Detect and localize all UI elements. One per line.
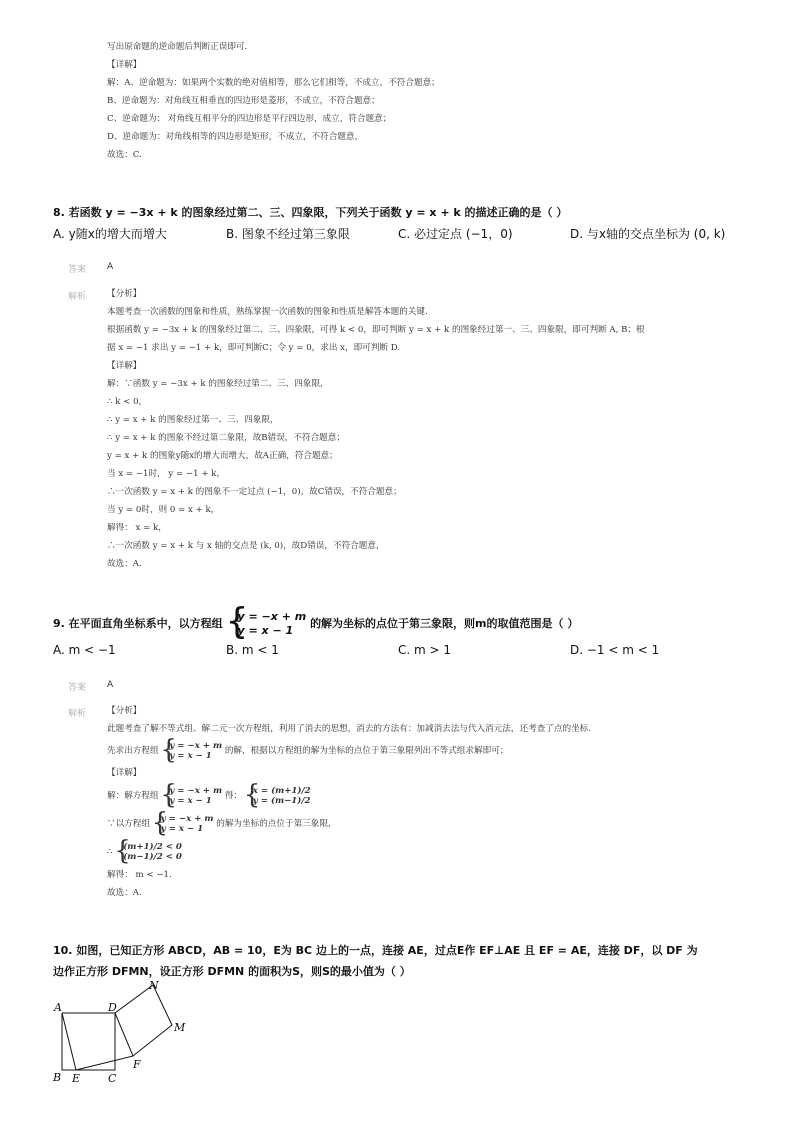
q9-option-a: A. m < −1 [53,643,116,657]
q9-analysis-line: 解得： m < −1. [107,870,172,880]
label-n: N [149,979,159,992]
q9-line6-eq2: y = x − 1 [160,823,204,834]
q9-analysis [107,702,591,902]
q9-line3-system [161,741,222,761]
q8-answer: A [107,262,114,272]
prev-solution-line: 【详解】 [107,60,142,70]
q9-line6-system [153,814,214,834]
q9-line6-post: 的解为坐标的点位于第三象限， [216,819,337,829]
q8-option-b: B. 图象不经过第三象限 [226,227,350,241]
q8-analysis-line: ∴一次函数 y = x + k 的图象不一定过点 (−1，0)，故C错误，不符合题意； [107,487,402,497]
q8-analysis-line: 故选：A. [107,559,142,569]
q9-analysis-line: 此题考查了解不等式组、解二元一次方程组，利用了消去的思想，消去的方法有：加减消去法与代入消元法，还考查了点的坐标. [107,724,591,734]
q9-line5-mid: 得： [224,791,243,801]
q8-analysis-line: ∴一次函数 y = x + k 与 x 轴的交点是 (k, 0)，故D错误，不符合题意， [107,541,385,551]
square-abcd [62,1013,115,1070]
q8-analysis-line: 当 y = 0时，则 0 = x + k， [107,505,220,515]
q9-analysis-line: 故选：A. [107,888,142,898]
prev-solution-line: 解：A、逆命题为：如果两个实数的绝对值相等，那么它们相等，不成立，不符合题意； [107,78,440,88]
q9-line3-pre: 先求出方程组 [107,746,159,756]
q9-line6-eq1: { y = −x + m [160,813,214,824]
q9-analysis-line [107,838,591,866]
label-c: C [108,1072,117,1085]
q8-answer-label: 答案 [68,265,87,275]
q9-analysis-line [107,738,591,764]
q8-analysis-line: ∴ k < 0， [107,397,148,407]
q9-option-c: C. m > 1 [398,643,452,657]
label-a: A [54,1001,62,1014]
q10-title-line2: 边作正方形 DFMN，设正方形 DFMN 的面积为S，则S的最小值为（ ） [53,965,411,978]
q9-inequality-1: { (m+1)/2 < 0 [123,841,182,852]
prev-solution-line: C、逆命题为： 对角线互相平分的四边形是平行四边形，成立，符合题意； [107,114,392,124]
q8-analysis [107,285,645,573]
q8-analysis-line: 解得： x = k， [107,523,167,533]
q8-option-c: C. 必过定点 (−1，0) [398,227,513,241]
q9-line5-pre: 解：解方程组 [107,791,159,801]
q9-inequality-system [115,842,182,862]
q9-line7-pre: ∴ [107,847,113,857]
q8-option-d: D. 与x轴的交点坐标为 (0, k) [570,227,726,241]
q9-inequality-2: (m−1)/2 < 0 [123,851,182,862]
q9-line5-eq1: { y = −x + m [169,785,223,796]
q9-line5-eq2: y = x − 1 [169,795,212,806]
q8-analysis-line: 【分析】 [107,289,142,299]
q8-analysis-line: y = x + k 的图象y随x的增大而增大，故A正确，符合题意； [107,451,338,461]
q9-title-post: 的解为坐标的点位于第三象限，则m的取值范围是（ ） [310,617,579,630]
q9-solution-x: { x = (m+1)/2 [252,785,311,796]
q9-solution-system [245,786,311,806]
q8-analysis-line: ∴ y = x + k 的图象不经过第二象限，故B错误，不符合题意； [107,433,345,443]
q9-analysis-line: 【分析】 [107,706,142,716]
q10-figure [50,978,200,1088]
q9-line3-eq1: { y = −x + m [169,740,223,751]
label-m: M [174,1021,186,1034]
q9-analysis-line [107,782,591,810]
prev-solution [107,38,440,164]
q8-option-a: A. y随x的增大而增大 [53,227,167,241]
q9-system [227,610,307,638]
q9-solution-y: y = (m−1)/2 [252,795,311,806]
q9-analysis-label: 解析 [68,709,87,719]
label-d: D [108,1001,117,1014]
q9-answer-label: 答案 [68,683,87,693]
prev-solution-line: D、逆命题为：对角线相等的四边形是矩形，不成立，不符合题意， [107,132,364,142]
q9-option-d: D. −1 < m < 1 [570,643,660,657]
prev-solution-line: 写出原命题的逆命题后判断正误即可. [107,42,248,52]
q8-analysis-line: 解：∵函数 y = −3x + k 的图象经过第二、三、四象限， [107,379,329,389]
prev-solution-line: 故选：C. [107,150,142,160]
q9-line6-pre: ∵以方程组 [107,819,150,829]
q9-line3-post: 的解，根据以方程组的解为坐标的点位于第三象限列出不等式组求解即可； [224,746,509,756]
label-e: E [72,1072,81,1085]
q8-title: 8. 若函数 y = −3x + k 的图象经过第二、三、四象限，下列关于函数 y = x + k 的描述正确的是（ ） [53,206,568,219]
prev-solution-line: B、逆命题为：对角线互相垂直的四边形是菱形，不成立，不符合题意； [107,96,380,106]
q8-analysis-line: 本题考查一次函数的图象和性质，熟练掌握一次函数的图象和性质是解答本题的关键. [107,307,428,317]
label-f: F [133,1058,141,1071]
q8-analysis-label: 解析 [68,292,87,302]
q8-analysis-line: 据 x = −1 求出 y = −1 + k，即可判断C；令 y = 0，求出 x，即可判断 D. [107,343,401,353]
q8-analysis-line: ∴ y = x + k 的图象经过第一、三、四象限， [107,415,279,425]
q9-title [53,610,578,638]
q8-analysis-line: 当 x = −1时， y = −1 + k， [107,469,226,479]
q8-analysis-line: 根据函数 y = −3x + k 的图象经过第二、三、四象限，可得 k < 0，即可判断 y = x + k 的图象经过第一、三、四象限，即可判断 A, B；根 [107,325,645,335]
square-dfmn [115,985,172,1056]
segment-ae [62,1013,76,1070]
q9-analysis-line: 【详解】 [107,768,142,778]
q9-system-eq1: { y = −x + m [237,610,307,623]
label-b: B [53,1071,62,1084]
q9-line5-system [161,786,222,806]
q9-line3-eq2: y = x − 1 [169,750,212,761]
q9-option-b: B. m < 1 [226,643,279,657]
segment-ef [76,1056,133,1070]
q9-title-pre: 9. 在平面直角坐标系中，以方程组 [53,617,223,630]
q8-analysis-line: 【详解】 [107,361,142,371]
q9-system-eq2: y = x − 1 [237,624,294,637]
q9-analysis-line [107,810,591,838]
q9-answer: A [107,680,114,690]
q10-title-line1: 10. 如图，已知正方形 ABCD，AB = 10，E为 BC 边上的一点，连接 AE，过点E作 EF⊥AE 且 EF = AE，连接 DF，以 DF 为 [53,944,698,957]
